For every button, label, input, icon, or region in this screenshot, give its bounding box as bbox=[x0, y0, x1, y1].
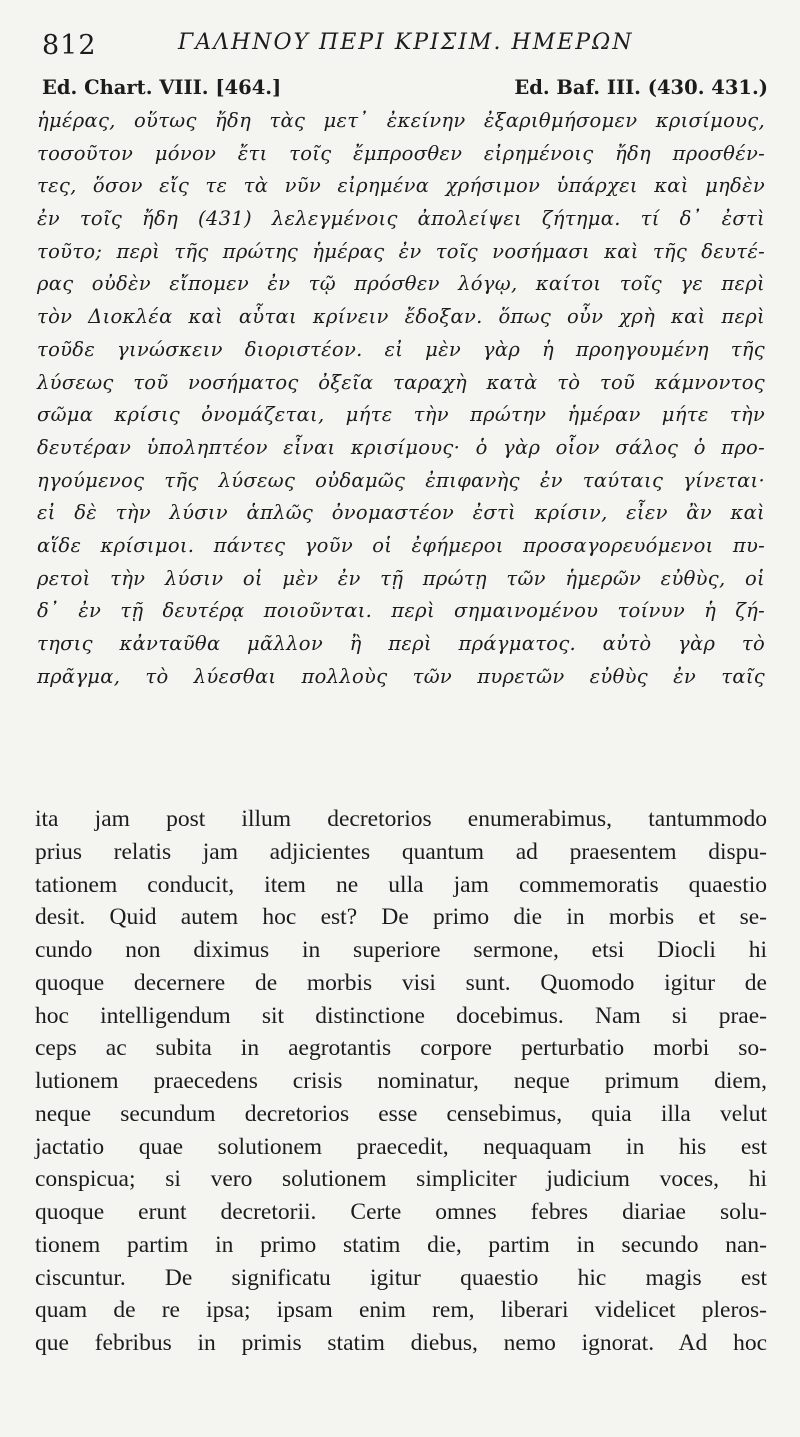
latin-text-line: quoque erunt decretorii. Certe omnes febres diariae solu- bbox=[35, 1199, 767, 1225]
latin-text-line: ciscuntur. De significatu igitur quaestio hic magis est bbox=[35, 1264, 767, 1291]
greek-text-line: ἐν τοῖς ἤδη (431) λελεγμένοις ἀπολείψει ζήτημα. τί δ᾽ ἐστὶ bbox=[37, 207, 765, 231]
greek-text-line: λύσεως τοῦ νοσήματος ὀξεῖα ταραχὴ κατὰ τὸ τοῦ κάμνοντος bbox=[37, 370, 765, 394]
latin-text-block bbox=[35, 803, 767, 1360]
running-head bbox=[38, 24, 762, 64]
latin-text-line: que febribus in primis statim diebus, nemo ignorat. Ad hoc bbox=[35, 1330, 767, 1356]
latin-text-line: conspicua; si vero solutionem simpliciter judicium voces, hi bbox=[35, 1166, 767, 1193]
edition-basel: Ed. Baf. III. (430. 431.) bbox=[514, 76, 768, 99]
latin-text-line: tationem conducit, item ne ulla jam commemoratis quaestio bbox=[35, 871, 767, 898]
latin-text-line: lutionem praecedens crisis nominatur, neque primum diem, bbox=[35, 1068, 767, 1094]
edition-references bbox=[42, 76, 768, 104]
greek-text-line: τοσοῦτον μόνον ἔτι τοῖς ἔμπροσθεν εἰρημένοις ἤδη προσθέν- bbox=[37, 141, 765, 165]
latin-text-line: ceps ac subita in aegrotantis corpore perturbatio morbi so- bbox=[35, 1035, 767, 1062]
greek-text-line: τοῦτο; περὶ τῆς πρώτης ἡμέρας ἐν τοῖς νοσήμασι καὶ τῆς δευτέ- bbox=[37, 239, 765, 263]
latin-text-line: hoc intelligendum sit distinctione docebimus. Nam si prae- bbox=[35, 1002, 767, 1029]
greek-text-line: τοῦδε γινώσκειν διοριστέον. εἰ μὲν γὰρ ἡ προηγουμένη τῆς bbox=[37, 337, 765, 361]
greek-text-line: πρᾶγμα, τὸ λύεσθαι πολλοὺς τῶν πυρετῶν εὐθὺς ἐν ταῖς bbox=[37, 664, 765, 688]
greek-text-line: τησις κἀνταῦθα μᾶλλον ἢ περὶ πράγματος. αὐτὸ γὰρ τὸ bbox=[37, 632, 765, 655]
latin-text-line: ita jam post illum decretorios enumerabimus, tantummodo bbox=[35, 806, 767, 832]
greek-text-line: ρετοὶ τὴν λύσιν οἱ μὲν ἐν τῇ πρώτῃ τῶν ἡμερῶν εὐθὺς, οἱ bbox=[37, 566, 765, 590]
greek-text-line: αἵδε κρίσιμοι. πάντες γοῦν οἱ ἐφήμεροι προσαγορευόμενοι πυ- bbox=[37, 533, 765, 557]
latin-text-line: quam de re ipsa; ipsam enim rem, liberari videlicet pleros- bbox=[35, 1297, 767, 1324]
greek-text-line: δ᾽ ἐν τῇ δευτέρᾳ ποιοῦνται. περὶ σημαινομένου τοίνυν ἡ ζή- bbox=[37, 599, 765, 623]
greek-text-line: εἰ δὲ τὴν λύσιν ἁπλῶς ὀνομαστέον ἐστὶ κρίσιν, εἶεν ἂν καὶ bbox=[37, 501, 765, 525]
latin-text-line: desit. Quid autem hoc est? De primo die in morbis et se- bbox=[35, 904, 767, 931]
edition-chartier: Ed. Chart. VIII. [464.] bbox=[42, 76, 282, 99]
greek-text-block bbox=[37, 105, 765, 693]
latin-text-line: prius relatis jam adjicientes quantum ad praesentem dispu- bbox=[35, 838, 767, 865]
running-title: ΓΑΛΗΝΟΥ ΠΕΡΙ ΚΡΙΣΙΜ. ΗΜΕΡΩΝ bbox=[178, 30, 634, 55]
latin-text-line: cundo non diximus in superiore sermone, etsi Diocli hi bbox=[35, 937, 767, 963]
greek-text-line: τὸν Διοκλέα καὶ αὗται κρίνειν ἔδοξαν. ὅπως οὖν χρὴ καὶ περὶ bbox=[37, 305, 765, 329]
greek-text-line: ηγούμενος τῆς λύσεως οὐδαμῶς ἐπιφανὴς ἐν ταύταις γίνεται· bbox=[37, 468, 765, 492]
latin-text-line: quoque decernere de morbis visi sunt. Quomodo igitur de bbox=[35, 969, 767, 996]
latin-text-line: neque secundum decretorios esse censebimus, quia illa velut bbox=[35, 1100, 767, 1127]
latin-text-line: tionem partim in primo statim die, partim in secundo nan- bbox=[35, 1231, 767, 1258]
greek-text-line: ἡμέρας, οὕτως ἤδη τὰς μετ᾽ ἐκείνην ἐξαριθμήσομεν κρισίμους, bbox=[37, 109, 765, 132]
latin-text-line: jactatio quae solutionem praecedit, nequaquam in his est bbox=[35, 1133, 767, 1160]
greek-text-line: τες, ὅσον εἴς τε τὰ νῦν εἰρημένα χρήσιμον ὑπάρχει καὶ μηδὲν bbox=[37, 174, 765, 198]
greek-text-line: ρας οὐδὲν εἴπομεν ἐν τῷ πρόσθεν λόγῳ, καίτοι τοῖς γε περὶ bbox=[37, 272, 765, 296]
greek-text-line: δευτέραν ὑποληπτέον εἶναι κρισίμους· ὁ γὰρ οἷον σάλος ὁ προ- bbox=[37, 435, 765, 459]
greek-text-line: σῶμα κρίσις ὀνομάζεται, μήτε τὴν πρώτην ἡμέραν μήτε τὴν bbox=[37, 403, 765, 427]
page-number: 812 bbox=[42, 30, 97, 61]
